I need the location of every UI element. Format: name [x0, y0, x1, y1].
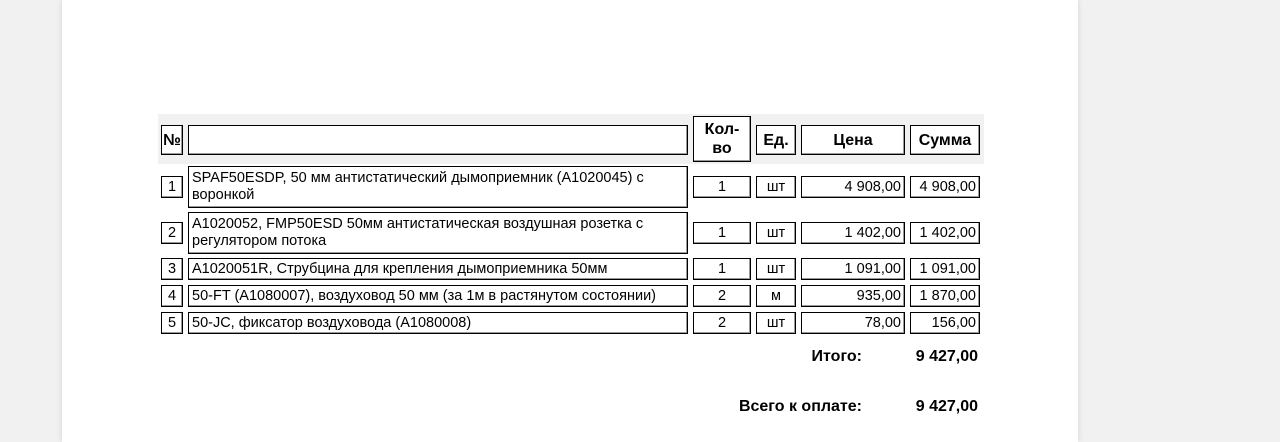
row-1-no: 1	[161, 176, 183, 198]
row-4-qty: 2	[693, 285, 751, 307]
document-page	[62, 0, 1078, 442]
row-2-no: 2	[161, 222, 183, 244]
row-3-unit: шт	[756, 258, 796, 280]
row-1-qty: 1	[693, 176, 751, 198]
row-3-name: А1020051R, Струбцина для крепления дымоприемника 50мм	[188, 258, 688, 280]
row-5-no: 5	[161, 312, 183, 334]
row-2-name: А1020052, FMP50ESD 50мм антистатическая воздушная розетка с регулятором потока	[188, 212, 688, 254]
row-4-name: 50-FT (А1080007), воздуховод 50 мм (за 1м в растянутом состоянии)	[188, 285, 688, 307]
row-4-unit: м	[756, 285, 796, 307]
row-5-unit: шт	[756, 312, 796, 334]
header-sum: Сумма	[910, 125, 980, 155]
row-1-unit: шт	[756, 176, 796, 198]
row-5-sum: 156,00	[910, 312, 980, 334]
row-5-price: 78,00	[801, 312, 905, 334]
row-1-price: 4 908,00	[801, 176, 905, 198]
row-5-name: 50-JC, фиксатор воздуховода (А1080008)	[188, 312, 688, 334]
row-2-price: 1 402,00	[801, 222, 905, 244]
header-unit: Ед.	[756, 125, 796, 155]
row-2-qty: 1	[693, 222, 751, 244]
header-qty: Кол-во	[693, 116, 751, 162]
row-3-qty: 1	[693, 258, 751, 280]
total-due-value: 9 427,00	[915, 398, 978, 415]
row-3-no: 3	[161, 258, 183, 280]
row-4-price: 935,00	[801, 285, 905, 307]
row-2-unit: шт	[756, 222, 796, 244]
row-1-sum: 4 908,00	[910, 176, 980, 198]
header-name	[188, 125, 688, 155]
row-3-price: 1 091,00	[801, 258, 905, 280]
row-5-qty: 2	[693, 312, 751, 334]
row-4-no: 4	[161, 285, 183, 307]
row-4-sum: 1 870,00	[910, 285, 980, 307]
subtotal-value: 9 427,00	[915, 348, 978, 365]
total-due-label: Всего к оплате:	[738, 398, 862, 415]
row-3-sum: 1 091,00	[910, 258, 980, 280]
subtotal-label: Итого:	[811, 348, 862, 365]
header-price: Цена	[801, 125, 905, 155]
row-1-name: SPAF50ESDP, 50 мм антистатический дымоприемник (А1020045) с воронкой	[188, 166, 688, 208]
row-2-sum: 1 402,00	[910, 222, 980, 244]
header-no: №	[161, 125, 183, 155]
